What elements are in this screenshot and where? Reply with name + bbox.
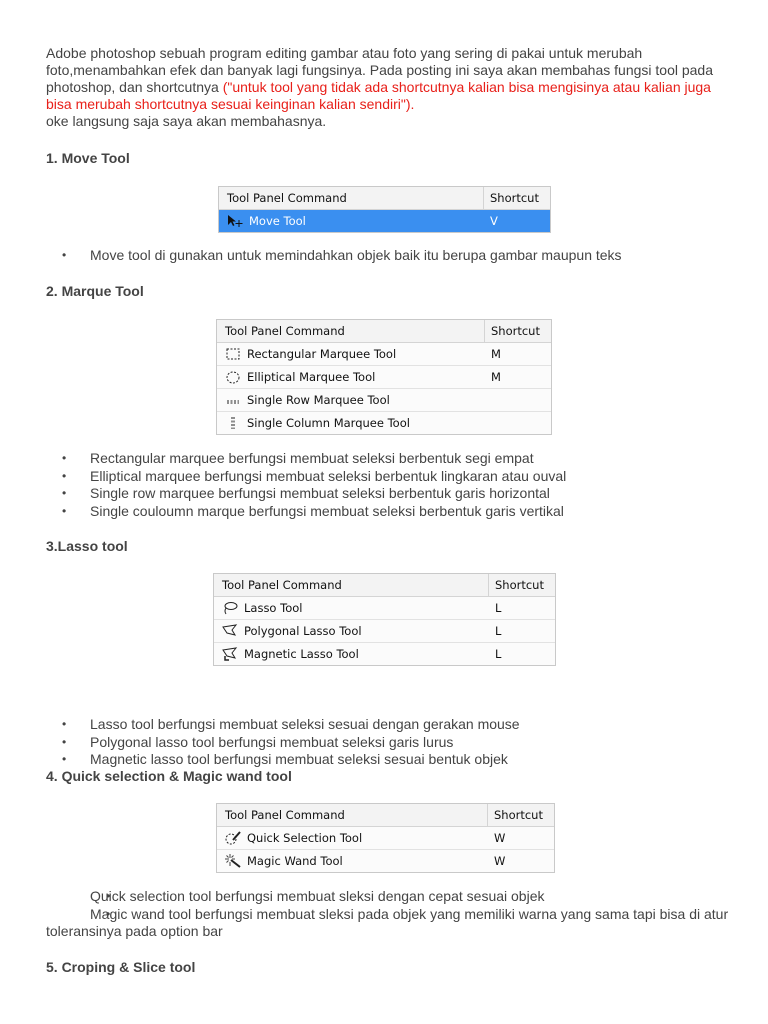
marque-tool-table bbox=[216, 319, 552, 435]
header-command: Tool Panel Command bbox=[227, 191, 347, 205]
intro-paragraph bbox=[46, 45, 736, 130]
lasso-icon bbox=[222, 601, 238, 615]
move-tool-bullets bbox=[46, 247, 736, 265]
tool-shortcut: M bbox=[491, 370, 501, 384]
heading-quick-selection-tool: 4. Quick selection & Magic wand tool bbox=[46, 768, 292, 784]
intro-note-red: ("untuk tool yang tidak ada shortcutnya kalian bisa mengisinya atau kalian juga bisa merubah shortcutnya sesuai keinginan kalian sendiri"). bbox=[46, 79, 711, 112]
intro-text: Adobe photoshop sebuah program editing gambar atau foto yang sering di pakai untuk merubah foto,menambahkan efek dan banyak lagi fungsinya. Pada posting ini saya akan membahas fungsi tool pada photoshop, dan shortcutnya bbox=[46, 45, 713, 95]
table-row[interactable] bbox=[214, 643, 555, 665]
list-item: • Magnetic lasso tool berfungsi membuat seleksi sesuai bentuk objek bbox=[46, 751, 736, 769]
polygonal-lasso-icon bbox=[222, 624, 238, 638]
table-row[interactable] bbox=[217, 850, 554, 872]
header-command: Tool Panel Command bbox=[222, 578, 342, 592]
tool-name: Magnetic Lasso Tool bbox=[244, 647, 359, 661]
header-shortcut: Shortcut bbox=[487, 804, 554, 826]
intro-closing: oke langsung saja saya akan membahasnya. bbox=[46, 113, 327, 129]
list-item: • Lasso tool berfungsi membuat seleksi sesuai dengan gerakan mouse bbox=[46, 716, 736, 734]
heading-marque-tool: 2. Marque Tool bbox=[46, 283, 144, 299]
tool-shortcut: M bbox=[491, 347, 501, 361]
header-shortcut: Shortcut bbox=[484, 320, 551, 342]
tool-name: Rectangular Marquee Tool bbox=[247, 347, 397, 361]
table-header bbox=[217, 320, 551, 343]
move-tool-table bbox=[218, 186, 551, 233]
list-item: • Elliptical marquee berfungsi membuat seleksi berbentuk lingkaran atau ouval bbox=[46, 468, 736, 486]
magic-wand-icon bbox=[225, 854, 241, 868]
list-item: • Single row marquee berfungsi membuat seleksi berbentuk garis horizontal bbox=[46, 485, 736, 503]
tool-shortcut: W bbox=[494, 854, 506, 868]
quick-selection-icon bbox=[225, 831, 241, 845]
table-header bbox=[219, 187, 550, 210]
tool-name: Polygonal Lasso Tool bbox=[244, 624, 362, 638]
heading-croping-slice-tool: 5. Croping & Slice tool bbox=[46, 959, 196, 975]
header-command: Tool Panel Command bbox=[225, 324, 345, 338]
table-header bbox=[217, 804, 554, 827]
header-command: Tool Panel Command bbox=[225, 808, 345, 822]
tool-shortcut: L bbox=[495, 601, 502, 615]
quick-selection-table bbox=[216, 803, 555, 873]
table-row[interactable] bbox=[219, 210, 550, 232]
list-item: • Magic wand tool berfungsi membuat sleksi pada objek yang memiliki warna yang sama tapi bisa di atur toleransinya pada option bar bbox=[46, 906, 736, 941]
list-item: • Quick selection tool berfungsi membuat sleksi dengan cepat sesuai objek bbox=[46, 888, 736, 906]
tool-name: Single Row Marquee Tool bbox=[247, 393, 390, 407]
table-row[interactable] bbox=[214, 597, 555, 620]
rect-marquee-icon bbox=[225, 347, 241, 361]
header-shortcut: Shortcut bbox=[488, 574, 555, 596]
column-marquee-icon bbox=[225, 416, 241, 430]
table-row[interactable] bbox=[214, 620, 555, 643]
move-icon bbox=[227, 214, 243, 228]
row-marquee-icon bbox=[225, 393, 241, 407]
table-row[interactable] bbox=[217, 366, 551, 389]
lasso-tool-table bbox=[213, 573, 556, 666]
tool-shortcut: V bbox=[490, 214, 498, 228]
heading-move-tool: 1. Move Tool bbox=[46, 150, 130, 166]
table-row[interactable] bbox=[217, 412, 551, 434]
tool-shortcut: L bbox=[495, 647, 502, 661]
quick-selection-bullets bbox=[46, 888, 736, 941]
table-row[interactable] bbox=[217, 389, 551, 412]
table-row[interactable] bbox=[217, 343, 551, 366]
tool-shortcut: W bbox=[494, 831, 506, 845]
list-item: • Move tool di gunakan untuk memindahkan objek baik itu berupa gambar maupun teks bbox=[46, 247, 736, 265]
list-item: • Polygonal lasso tool berfungsi membuat seleksi garis lurus bbox=[46, 734, 736, 752]
table-row[interactable] bbox=[217, 827, 554, 850]
list-item: • Single couloumn marque berfungsi membuat seleksi berbentuk garis vertikal bbox=[46, 503, 736, 521]
list-item: • Rectangular marquee berfungsi membuat seleksi berbentuk segi empat bbox=[46, 450, 736, 468]
tool-name: Elliptical Marquee Tool bbox=[247, 370, 376, 384]
lasso-tool-bullets bbox=[46, 716, 736, 769]
magnetic-lasso-icon bbox=[222, 647, 238, 661]
tool-name: Single Column Marquee Tool bbox=[247, 416, 410, 430]
ellipse-marquee-icon bbox=[225, 370, 241, 384]
heading-lasso-tool: 3.Lasso tool bbox=[46, 538, 128, 554]
tool-name: Lasso Tool bbox=[244, 601, 303, 615]
marque-tool-bullets bbox=[46, 450, 736, 520]
tool-shortcut: L bbox=[495, 624, 502, 638]
tool-name: Magic Wand Tool bbox=[247, 854, 343, 868]
tool-name: Move Tool bbox=[249, 214, 306, 228]
header-shortcut: Shortcut bbox=[483, 187, 550, 209]
table-header bbox=[214, 574, 555, 597]
tool-name: Quick Selection Tool bbox=[247, 831, 363, 845]
